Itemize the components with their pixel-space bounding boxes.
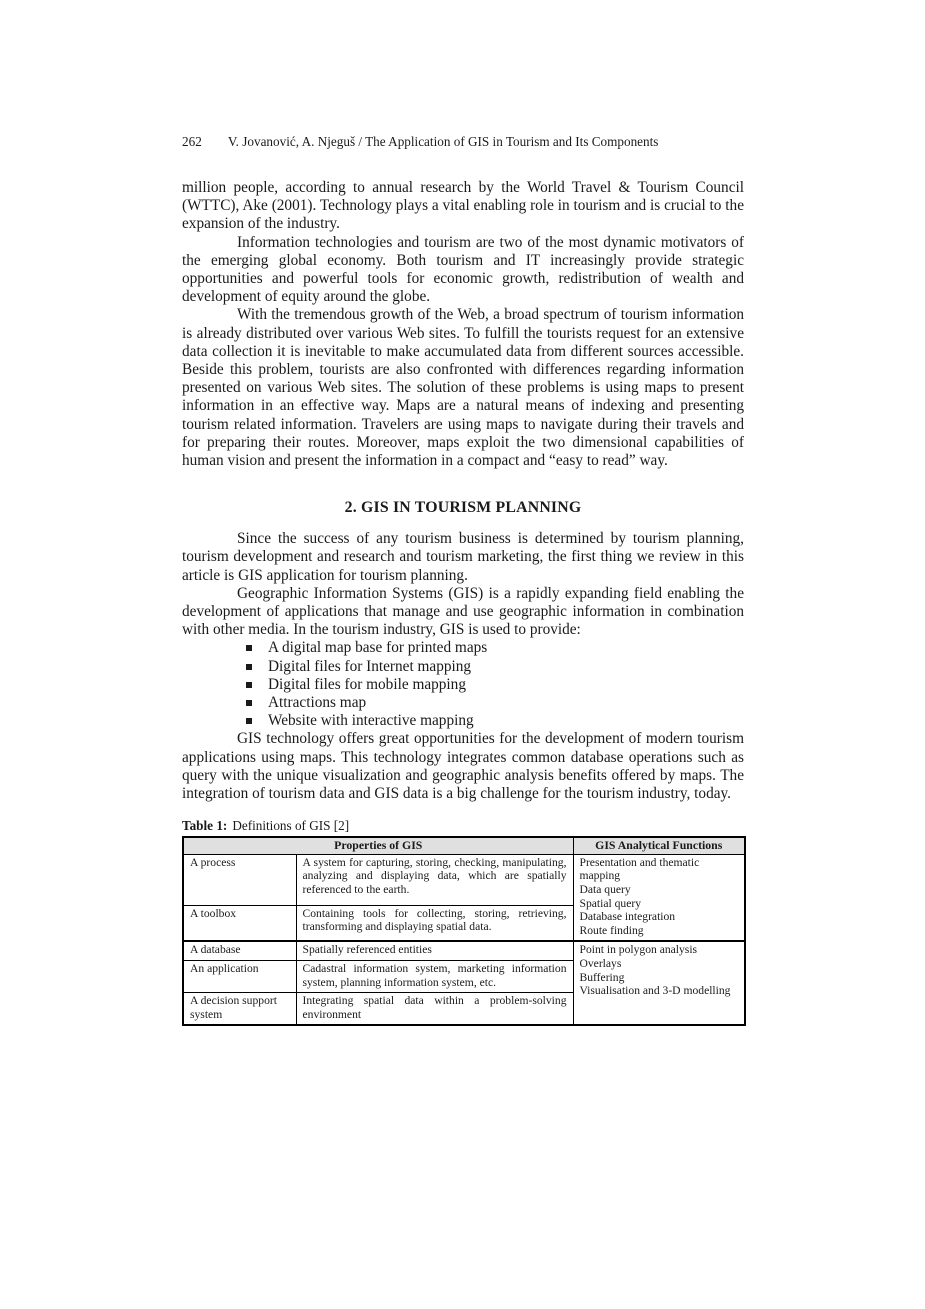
list-item xyxy=(182,676,744,694)
column-header-functions: GIS Analytical Functions xyxy=(573,837,745,854)
function-item: Buffering xyxy=(579,970,625,984)
term-cell: A toolbox xyxy=(183,905,296,941)
table-row xyxy=(183,941,745,960)
page-number: 262 xyxy=(182,134,202,149)
definition-cell: Cadastral information system, marketing information system, planning information system, etc. xyxy=(296,961,573,993)
term-cell: An application xyxy=(183,961,296,993)
table-caption-label: Table 1: xyxy=(182,818,228,834)
list-item-label: Website with interactive mapping xyxy=(268,712,474,730)
bullet-list xyxy=(182,639,744,730)
table-header-row xyxy=(183,837,745,854)
function-item: Visualisation and 3-D modelling xyxy=(579,984,731,998)
paragraph: With the tremendous growth of the Web, a broad spectrum of tourism information is already distributed over various Web sites. To fulfill the tourists request for an extensive data collection it is inevitable to make accumulated data from different sources accessible. Beside this problem, tourists are also confronted with differences regarding information presented on various Web sites. The solution of these problems is using maps to present information in an effective way. Maps are a natural means of indexing and presenting tourism related information. Travelers are using maps to navigate during their travels and for preparing their routes. Moreover, maps exploit the two dimensional capabilities of human vision and present the information in a compact and “easy to read” way. xyxy=(182,306,744,470)
term-cell: A process xyxy=(183,854,296,905)
definition-cell: Containing tools for collecting, storing, retrieving, transforming and displaying spatial data. xyxy=(296,905,573,941)
list-item xyxy=(182,712,744,730)
term-cell: A database xyxy=(183,941,296,960)
function-item: Spatial query xyxy=(579,896,641,910)
section-heading: 2. GIS IN TOURISM PLANNING xyxy=(344,499,582,517)
function-item: Route finding xyxy=(579,923,644,937)
list-item xyxy=(182,639,744,657)
table-row xyxy=(183,854,745,905)
column-header-properties: Properties of GIS xyxy=(183,837,573,854)
page-content xyxy=(182,134,744,1026)
table-caption-text: Definitions of GIS [2] xyxy=(232,818,350,834)
list-item-label: A digital map base for printed maps xyxy=(268,639,488,657)
definition-cell: A system for capturing, storing, checking, manipulating, analyzing and displaying data, which are spatially referenced to the earth. xyxy=(296,854,573,905)
table-caption xyxy=(182,818,744,833)
running-header xyxy=(182,134,744,149)
definitions-table xyxy=(182,836,746,1026)
definition-cell: Integrating spatial data within a problem-solving environment xyxy=(296,993,573,1026)
function-item: Database integration xyxy=(579,910,676,924)
list-item xyxy=(182,658,744,676)
bullet-square-icon xyxy=(246,645,252,651)
bullet-square-icon xyxy=(246,664,252,670)
bullet-square-icon xyxy=(246,718,252,724)
function-item: Point in polygon analysis xyxy=(579,943,698,957)
function-item: Data query xyxy=(579,883,631,897)
definition-cell: Spatially referenced entities xyxy=(296,941,573,960)
function-item: Overlays xyxy=(579,957,622,971)
list-item-label: Digital files for mobile mapping xyxy=(268,675,466,693)
function-item: Presentation and thematic mapping xyxy=(579,855,700,883)
functions-cell-group1 xyxy=(573,854,745,941)
paragraph: Since the success of any tourism business is determined by tourism planning, tourism development and research and tourism marketing, the first thing we review in this article is GIS application for tourism planning. xyxy=(182,530,744,584)
paragraph-continuation: million people, according to annual research by the World Travel & Tourism Council (WTTC), Ake (2001). Technology plays a vital enabling role in tourism and is crucial to the expansion of the industry. xyxy=(182,179,744,233)
paragraph: Geographic Information Systems (GIS) is a rapidly expanding field enabling the development of applications that manage and use geographic information in combination with other media. In the tourism industry, GIS is used to provide: xyxy=(182,584,744,639)
term-cell: A decision support system xyxy=(183,993,296,1026)
list-item xyxy=(182,694,744,712)
paragraph: GIS technology offers great opportunities for the development of modern tourism applications using maps. This technology integrates common database operations such as query with the unique visualization and geographic analysis benefits offered by maps. The integration of tourism data and GIS data is a big challenge for the tourism industry, today. xyxy=(182,730,744,803)
bullet-square-icon xyxy=(246,682,252,688)
bullet-square-icon xyxy=(246,700,252,706)
list-item-label: Digital files for Internet mapping xyxy=(268,657,472,675)
paragraph: Information technologies and tourism are two of the most dynamic motivators of the emerging global economy. Both tourism and IT increasingly provide strategic opportunities and powerful tools for economic growth, redistribution of wealth and development of equity around the globe. xyxy=(182,233,744,306)
functions-cell-group2 xyxy=(573,941,745,1025)
running-title: V. Jovanović, A. Njeguš / The Application of GIS in Tourism and Its Components xyxy=(227,134,659,149)
list-item-label: Attractions map xyxy=(268,694,367,712)
